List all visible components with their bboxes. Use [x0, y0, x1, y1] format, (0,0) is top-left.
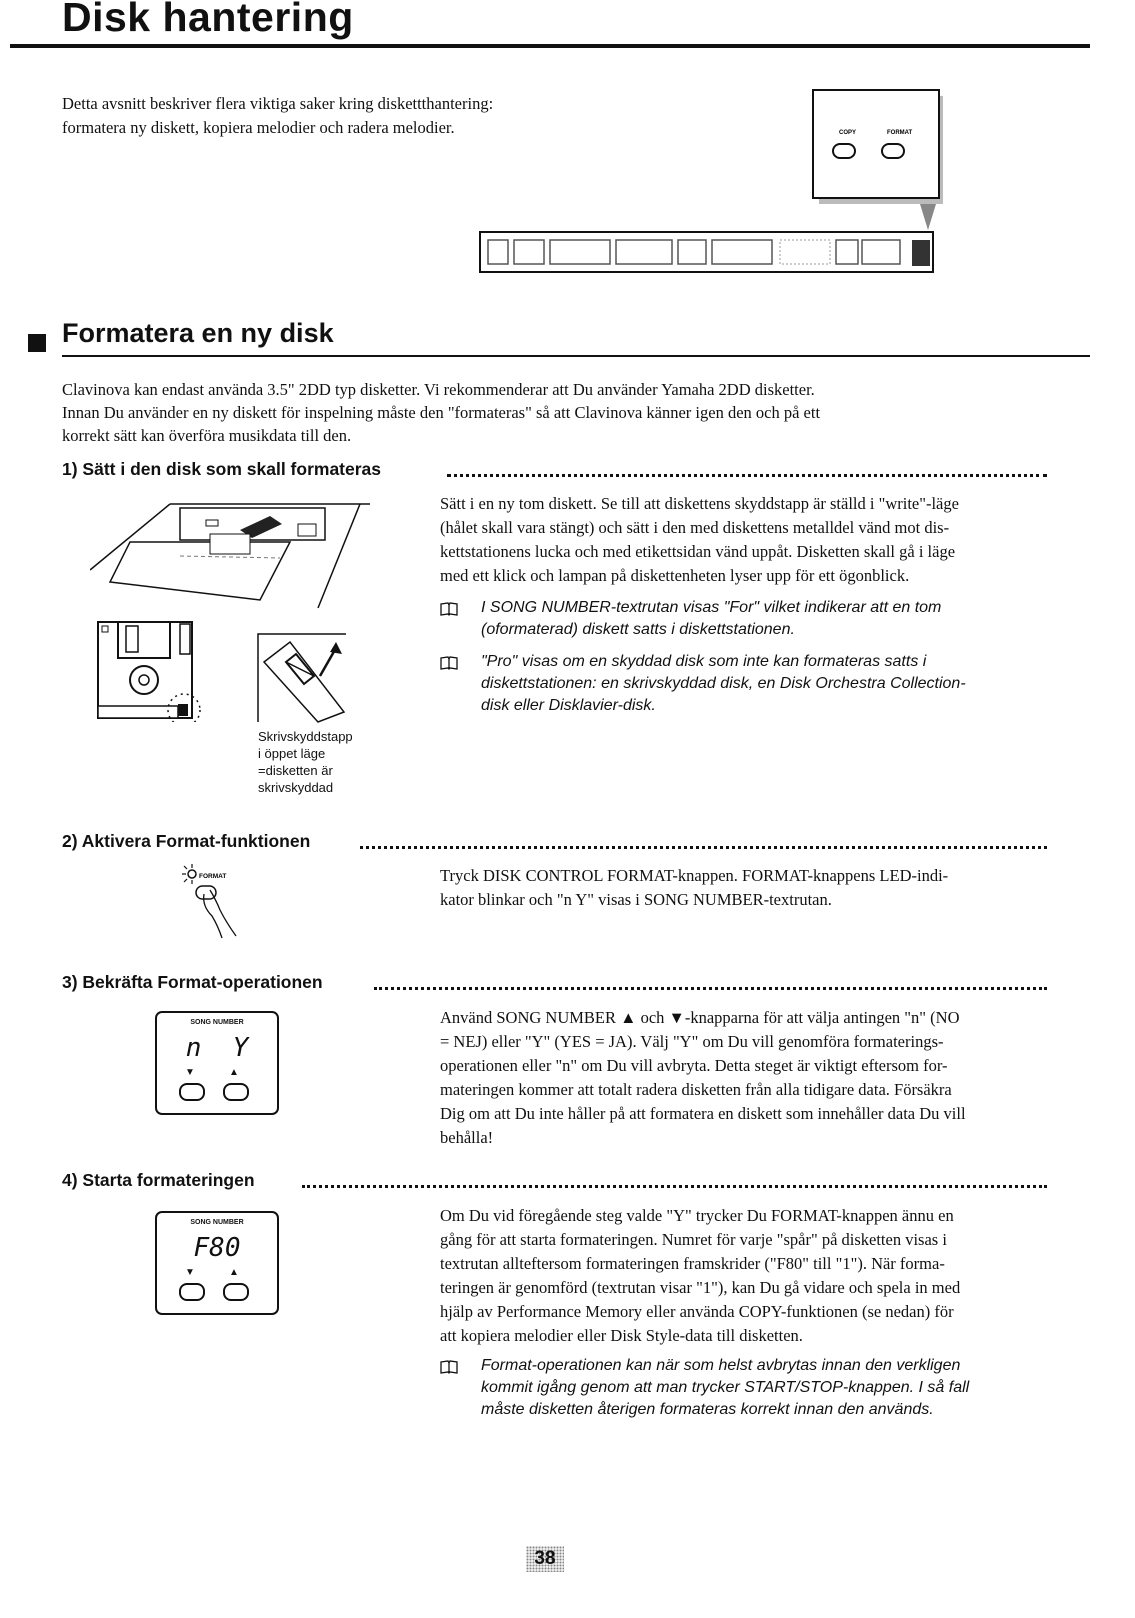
up-arrow-icon: ▲ — [229, 1267, 239, 1278]
book-note-icon — [440, 1360, 458, 1374]
note-line: diskettstationen: en skrivskyddad disk, en Disk Orchestra Collection- — [481, 675, 966, 692]
body-line: kettstationens lucka och med etikettsidan vänd uppåt. Disketten skall gå i läge — [440, 542, 956, 561]
copy-button[interactable] — [833, 144, 855, 158]
format-button-label: FORMAT — [199, 873, 227, 880]
body-line: teringen är genomförd (textrutan visar "1"), kan Du gå vidare och spela in med — [440, 1278, 961, 1297]
page-number: 38 — [526, 1546, 564, 1572]
caption-line: i öppet läge — [258, 746, 326, 761]
note-line: I SONG NUMBER-textrutan visas "For" vilket indikerar att en tom — [481, 599, 942, 616]
body-line: materingen kommer att totalt radera disketten från alla tidigare data. Försäkra — [440, 1080, 952, 1099]
caption-line: Skrivskyddstapp — [258, 729, 353, 744]
body-line: Tryck DISK CONTROL FORMAT-knappen. FORMAT-knappens LED-indi- — [440, 866, 949, 885]
down-arrow-icon: ▼ — [185, 1267, 195, 1278]
song-number-display — [155, 1011, 279, 1115]
step1-leader — [447, 474, 1047, 477]
caption-line: skrivskyddad — [258, 780, 334, 795]
disk-control-panel-illustration — [470, 82, 945, 280]
body-line: Om Du vid föregående steg valde "Y" trycker Du FORMAT-knappen ännu en — [440, 1206, 954, 1225]
body-line: med ett klick och lampan på diskettenheten lyser upp för ett ögonblick. — [440, 566, 910, 585]
intro-line: Detta avsnitt beskriver flera viktiga saker kring diskettthantering: — [62, 94, 494, 113]
section-paragraph — [62, 378, 1062, 447]
song-number-label: SONG NUMBER — [190, 1019, 244, 1026]
body-line: behålla! — [440, 1128, 494, 1147]
paragraph-line: Clavinova kan endast använda 3.5" 2DD typ disketter. Vi rekommenderar att Du använder Yamaha 2DD disketter. — [62, 380, 815, 399]
format-button[interactable] — [196, 886, 216, 899]
step1-note1 — [481, 597, 1071, 641]
disk-control-highlight — [912, 240, 930, 266]
down-button[interactable] — [179, 1083, 205, 1101]
write-protect-tab — [178, 704, 188, 716]
paragraph-line: korrekt sätt kan överföra musikdata till den. — [62, 426, 352, 445]
step1-body — [440, 492, 1050, 588]
step4-note — [481, 1355, 1071, 1421]
body-line: Sätt i en ny tom diskett. Se till att diskettens skyddstapp är ställd i "write"-läge — [440, 494, 959, 513]
display-value: n Y — [185, 1033, 249, 1063]
page-title: Disk hantering — [62, 0, 354, 40]
step2-body — [440, 864, 1050, 912]
intro-line: formatera ny diskett, kopiera melodier och radera melodier. — [62, 118, 455, 137]
body-line: Dig om att Du inte håller på att formatera en diskett som innehåller data Du vill — [440, 1104, 966, 1123]
step3-body — [440, 1006, 1050, 1150]
format-button-press-illustration — [176, 860, 268, 940]
body-line: textrutan allteftersom formateringen framskrider ("F80" till "1"). När forma- — [440, 1254, 945, 1273]
section-title: Formatera en ny disk — [62, 318, 334, 348]
note-line: disk eller Disklavier-disk. — [481, 697, 656, 714]
song-number-display — [155, 1211, 279, 1315]
step4-leader — [302, 1185, 1047, 1188]
format-button[interactable] — [882, 144, 904, 158]
section-bullet — [28, 334, 46, 352]
caption-line: =disketten är — [258, 763, 333, 778]
body-line: (hålet skall vara stängt) och sätt i den med diskettens metalldel vänd mot dis- — [440, 518, 950, 537]
step4-body — [440, 1204, 1050, 1348]
song-number-label: SONG NUMBER — [190, 1219, 244, 1226]
up-arrow-icon: ▲ — [229, 1067, 239, 1078]
note-line: kommit igång genom att man trycker START/STOP-knappen. I så fall — [481, 1379, 970, 1396]
copy-label: COPY — [839, 130, 857, 136]
step2-leader — [360, 846, 1047, 849]
format-label: FORMAT — [887, 130, 913, 136]
book-note-icon — [440, 656, 458, 670]
step3-heading: 3) Bekräfta Format-operationen — [62, 972, 323, 992]
body-line: = NEJ) eller "Y" (YES = JA). Välj "Y" om Du vill genomföra formaterings- — [440, 1032, 944, 1051]
step3-leader — [374, 987, 1047, 990]
note-line: (oformaterad) diskett satts i diskettstationen. — [481, 621, 795, 638]
note-line: "Pro" visas om en skyddad disk som inte kan formateras satts i — [481, 653, 927, 670]
note-line: måste disketten återigen formateras korrekt innan den används. — [481, 1401, 934, 1418]
body-line: att kopiera melodier eller Disk Style-data till disketten. — [440, 1326, 803, 1345]
write-protect-closeup-illustration — [256, 632, 348, 724]
body-line: hjälp av Performance Memory eller använda COPY-funktionen (se nedan) för — [440, 1302, 954, 1321]
down-button[interactable] — [179, 1283, 205, 1301]
book-note-icon — [440, 602, 458, 616]
down-arrow-icon: ▼ — [185, 1067, 195, 1078]
display-value: F80 — [193, 1233, 241, 1263]
write-protect-caption — [258, 728, 353, 796]
paragraph-line: Innan Du använder en ny diskett för inspelning måste den "formateras" så att Clavinova känner igen den och på ett — [62, 403, 821, 422]
body-line: gång för att starta formateringen. Numret för varje "spår" på disketten visas i — [440, 1230, 947, 1249]
step1-heading: 1) Sätt i den disk som skall formateras — [62, 459, 382, 479]
up-button[interactable] — [223, 1083, 249, 1101]
step4-heading: 4) Starta formateringen — [62, 1170, 255, 1190]
step2-heading: 2) Aktivera Format-funktionen — [62, 831, 311, 851]
body-line: kator blinkar och "n Y" visas i SONG NUMBER-textrutan. — [440, 890, 832, 909]
up-button[interactable] — [223, 1283, 249, 1301]
title-rule — [10, 44, 1090, 48]
body-line: Använd SONG NUMBER ▲ och ▼-knapparna för att välja antingen "n" (NO — [440, 1008, 960, 1027]
floppy-disk-back-illustration — [96, 620, 208, 722]
section-rule — [62, 355, 1090, 357]
disk-drive-illustration — [90, 500, 370, 610]
step1-note2 — [481, 651, 1071, 717]
note-line: Format-operationen kan när som helst avbrytas innan den verkligen — [481, 1357, 961, 1374]
body-line: operationen eller "n" om Du vill avbryta. Detta steget är viktigt eftersom for- — [440, 1056, 948, 1075]
